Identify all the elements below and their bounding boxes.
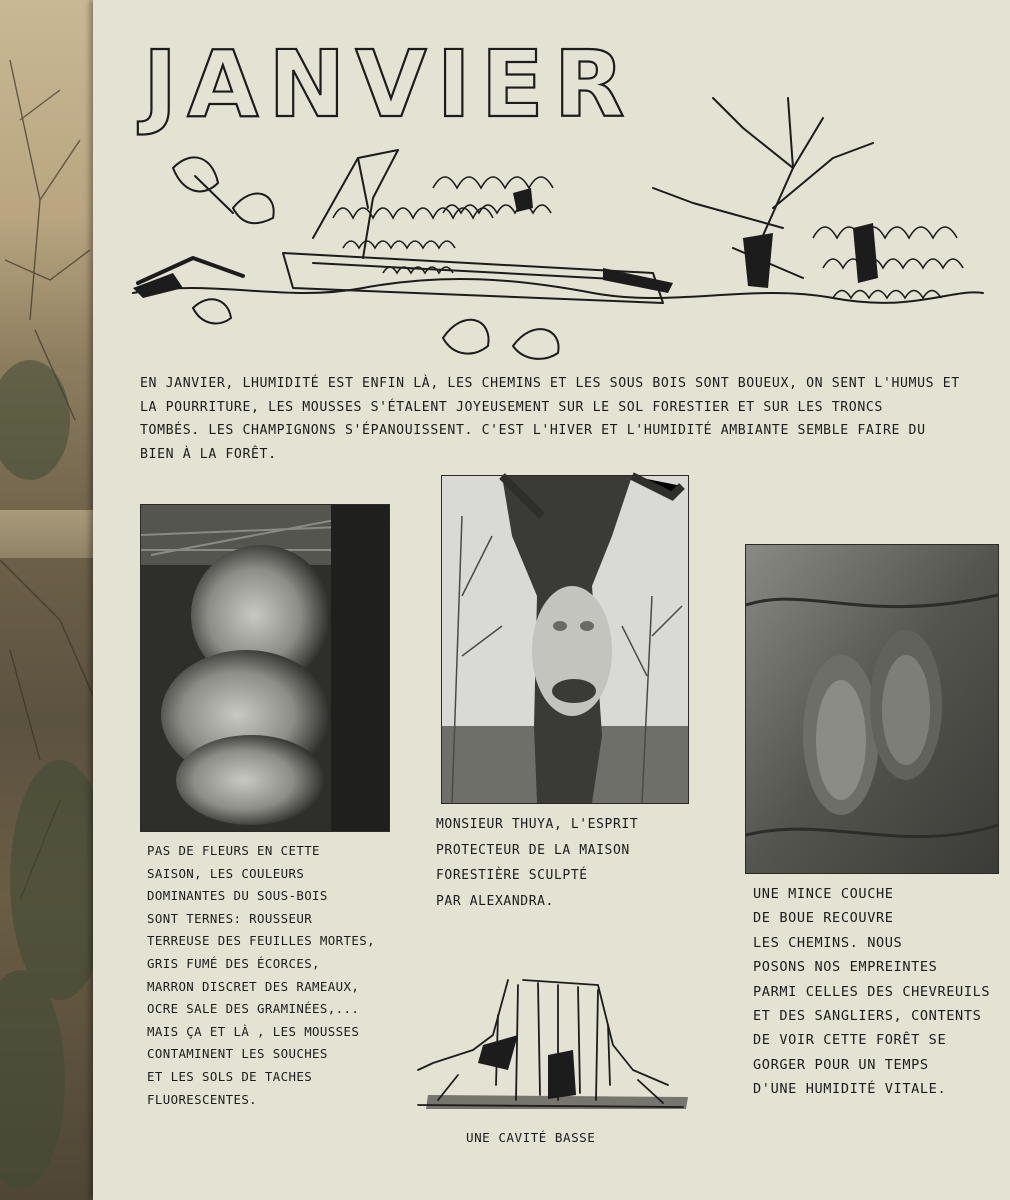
photo-carved-tree [442, 476, 688, 803]
caption-thuya [436, 812, 686, 914]
caption-line: SAISON, LES COULEURS [147, 865, 305, 881]
photo-mud-footprints [746, 545, 998, 873]
caption-line: CONTAMINENT LES SOUCHES [147, 1046, 328, 1062]
caption-line: PAS DE FLEURS EN CETTE [147, 843, 320, 858]
caption-line: LES CHEMINS. NOUS [753, 934, 903, 951]
intro-line: BIEN À LA FORÊT. [140, 446, 277, 462]
forest-floor-illustration [133, 88, 993, 368]
caption-line: POSONS NOS EMPREINTES [753, 959, 938, 976]
caption-stump: UNE CAVITÉ BASSE [466, 1130, 596, 1145]
journal-page [93, 0, 1010, 1200]
intro-line: EN JANVIER, LHUMIDITÉ EST ENFIN LÀ, LES CHEMINS ET LES SOUS BOIS SONT BOUEUX, ON SENT L'HUMUS ET [140, 376, 960, 391]
intro-line: TOMBÉS. LES CHAMPIGNONS S'ÉPANOUISSENT. C'EST L'HIVER ET L'HUMIDITÉ AMBIANTE SEMBLE FAIRE DU [140, 423, 926, 438]
caption-line: FORESTIÈRE SCULPTÉ [436, 868, 588, 883]
caption-line: FLUORESCENTES. [147, 1091, 258, 1107]
caption-line: GORGER POUR UN TEMPS [753, 1056, 929, 1073]
caption-line: SONT TERNES: ROUSSEUR [147, 910, 313, 926]
caption-mud [753, 882, 1003, 1102]
caption-line: PROTECTEUR DE LA MAISON [436, 842, 630, 858]
caption-line: UNE MINCE COUCHE [753, 886, 894, 902]
background-branches [0, 0, 95, 1200]
photo-moss [141, 505, 389, 831]
caption-line: GRIS FUMÉ DES ÉCORCES, [147, 955, 320, 971]
caption-moss [147, 840, 377, 1111]
caption-line: ET DES SANGLIERS, CONTENTS [753, 1008, 982, 1025]
caption-line: MONSIEUR THUYA, L'ESPRIT [436, 817, 639, 832]
intro-line: LA POURRITURE, LES MOUSSES S'ÉTALENT JOYEUSEMENT SUR LE SOL FORESTIER ET SUR LES TRONCS [140, 399, 883, 415]
caption-line: D'UNE HUMIDITÉ VITALE. [753, 1081, 947, 1098]
caption-line: MAIS ÇA ET LÀ , LES MOUSSES [147, 1023, 360, 1039]
svg-text:JANVIER: JANVIER [143, 31, 635, 138]
caption-line: OCRE SALE DES GRAMINÉES,... [147, 1001, 360, 1017]
caption-line: ET LES SOLS DE TACHES [147, 1068, 313, 1084]
caption-line: TERREUSE DES FEUILLES MORTES, [147, 933, 375, 949]
caption-line: MARRON DISCRET DES RAMEAUX, [147, 978, 360, 994]
caption-line: DE VOIR CETTE FORÊT SE [753, 1032, 947, 1049]
stump-illustration [398, 975, 698, 1120]
caption-line: DE BOUE RECOUVRE [753, 910, 894, 927]
caption-line: PARMI CELLES DES CHEVREUILS [753, 983, 991, 1000]
caption-line: PAR ALEXANDRA. [436, 893, 554, 909]
intro-paragraph [140, 372, 990, 466]
background-photo-strip [0, 0, 95, 1200]
caption-line: DOMINANTES DU SOUS-BOIS [147, 888, 328, 904]
